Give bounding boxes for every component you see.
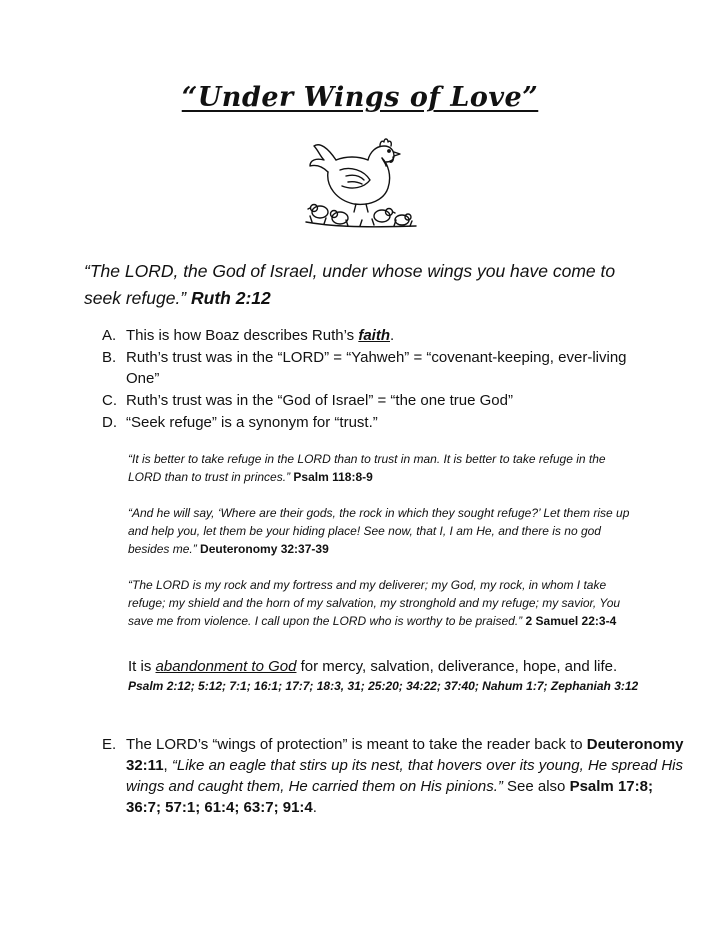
intro-ref: Ruth 2:12 bbox=[191, 288, 271, 308]
item-e-quote: “Like an eagle that stirs up its nest, that hovers over its young, He spread His wings and caught them, He carried them on His pinions.” bbox=[126, 757, 683, 795]
list-item-text: “Seek refuge” is a synonym for “trust.” bbox=[126, 414, 378, 431]
list-marker: D. bbox=[102, 414, 117, 431]
list-marker: E. bbox=[102, 736, 117, 753]
list-item-text: Ruth’s trust was in the “God of Israel” = “the one true God” bbox=[126, 392, 513, 409]
hen-with-chicks-illustration bbox=[298, 130, 422, 230]
intro-quote: “The LORD, the God of Israel, under whose wings you have come to seek refuge.” bbox=[84, 261, 616, 308]
abandonment-refs: Psalm 2:12; 5:12; 7:1; 16:1; 17:7; 18:3, 31; 25:20; 34:22; 37:40; Nahum 1:7; Zephaniah 3:12 bbox=[128, 679, 639, 693]
abandonment-pre: It is bbox=[128, 658, 156, 675]
item-e-ref-2: Psalm 17:8; 36:7; 57:1; 61:4; 63:7; 91:4 bbox=[126, 778, 653, 816]
item-e-end: . bbox=[312, 799, 317, 816]
item-e-pre: The LORD’s “wings of protection” is meant to take the reader back to bbox=[126, 736, 587, 753]
abandonment-post: for mercy, salvation, deliverance, hope, and life. bbox=[296, 658, 618, 675]
quote-text: “It is better to take refuge in the LORD than to trust in man. It is better to take refuge in the LORD than to trust in princes.” bbox=[128, 452, 606, 484]
list-item-c bbox=[102, 390, 662, 411]
list-item-punct: . bbox=[390, 327, 395, 344]
item-e-comma: , bbox=[163, 757, 172, 774]
list-item-d bbox=[102, 412, 662, 433]
page-title: “Under Wings of Love” bbox=[181, 82, 539, 113]
quote-ref: 2 Samuel 22:3-4 bbox=[525, 614, 617, 628]
abandonment-emphasis: abandonment to God bbox=[155, 658, 297, 675]
list-marker: A. bbox=[102, 327, 117, 344]
faith-emphasis: faith bbox=[358, 327, 390, 344]
item-e-ref-1: Deuteronomy 32:11 bbox=[126, 736, 684, 774]
list-item-e bbox=[102, 734, 686, 818]
abandonment-text bbox=[128, 656, 648, 677]
list-item-b bbox=[102, 347, 662, 389]
point-list bbox=[102, 325, 662, 433]
list-marker: C. bbox=[102, 392, 117, 409]
list-item-text: Ruth’s trust was in the “LORD” = “Yahweh” = “covenant-keeping, ever-living One” bbox=[126, 349, 627, 387]
abandonment-paragraph bbox=[128, 656, 648, 695]
quote-deuteronomy-32 bbox=[128, 504, 638, 558]
list-marker: B. bbox=[102, 349, 117, 366]
quote-text: “And he will say, ‘Where are their gods, the rock in which they sought refuge?’ Let them rise up and help you, let them be your hiding place! See now, that I, I am He, and there is no god besides me.” bbox=[128, 506, 630, 556]
supporting-quotes bbox=[128, 450, 638, 648]
intro-verse bbox=[84, 258, 654, 312]
quote-text: “The LORD is my rock and my fortress and my deliverer; my God, my rock, in whom I take refuge; my shield and the horn of my salvation, my stronghold and my refuge; my savior, You save me from violence. I call upon the LORD who is worthy to be praised.” bbox=[128, 578, 621, 628]
list-item-a bbox=[102, 325, 662, 346]
item-e-see-also: See also bbox=[502, 778, 570, 795]
quote-ref: Deuteronomy 32:37-39 bbox=[200, 542, 329, 556]
list-item-text: This is how Boaz describes Ruth’s bbox=[126, 327, 359, 344]
quote-psalm-118 bbox=[128, 450, 638, 486]
quote-2-samuel-22 bbox=[128, 576, 638, 630]
quote-ref: Psalm 118:8-9 bbox=[293, 470, 373, 484]
